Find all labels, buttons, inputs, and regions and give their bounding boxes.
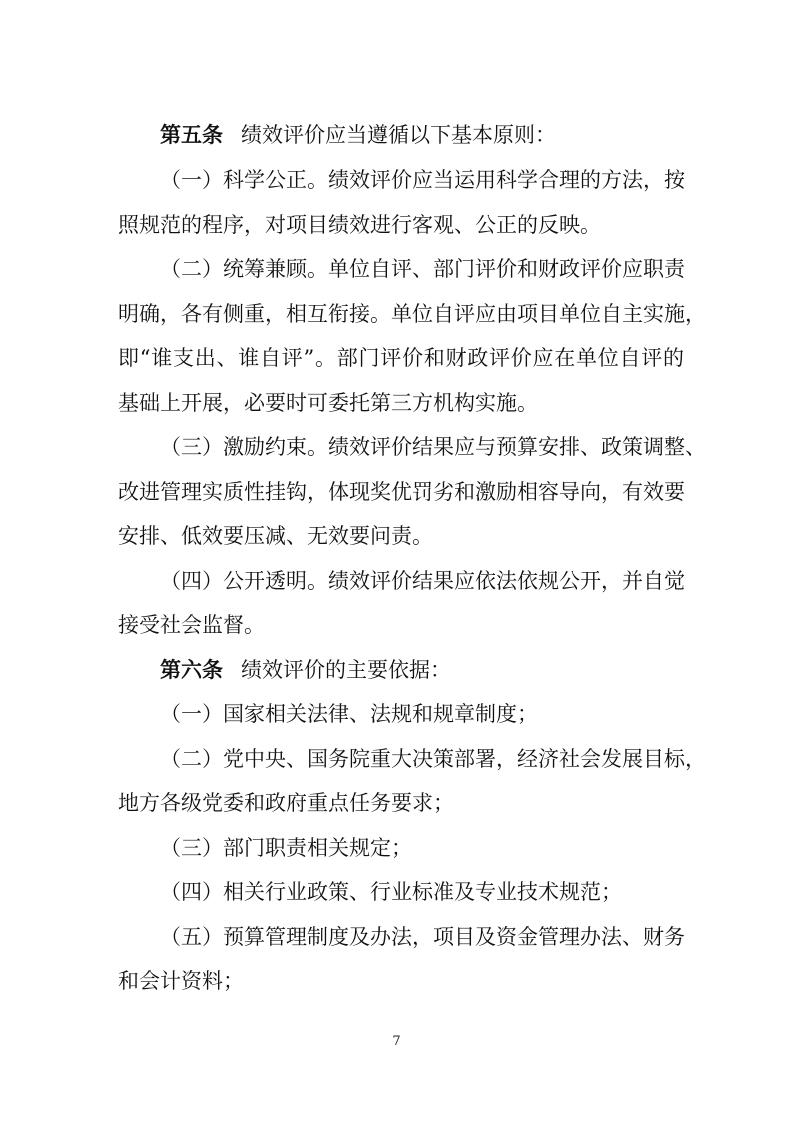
article5-item-4-line-2: 接受社会监督。 <box>118 613 265 637</box>
article6-item-3-line-1: （三）部门职责相关规定； <box>160 836 412 860</box>
article6-item-5-line-1: （五）预算管理制度及办法，项目及资金管理办法、财务 <box>160 925 685 949</box>
article5-item-2-line-3: 即“谁支出、谁自评”。部门评价和财政评价应在单位自评的 <box>118 346 684 370</box>
article6-heading: 第六条 <box>160 657 223 682</box>
article6-intro: 绩效评价的主要依据： <box>241 658 451 682</box>
page-number: 7 <box>392 1034 401 1049</box>
article5-item-2-line-4: 基础上开展，必要时可委托第三方机构实施。 <box>118 391 538 415</box>
article5-item-3-line-1: （三）激励约束。绩效评价结果应与预算安排、政策调整、 <box>160 435 706 459</box>
article5-intro: 绩效评价应当遵循以下基本原则： <box>241 123 556 147</box>
article5-heading: 第五条 <box>160 122 223 147</box>
article6-item-2-line-1: （二）党中央、国务院重大决策部署，经济社会发展目标， <box>160 747 706 771</box>
article5-item-3-line-3: 安排、低效要压减、无效要问责。 <box>118 524 433 548</box>
article6-item-2-line-2: 地方各级党委和政府重点任务要求； <box>118 791 454 815</box>
article6-item-1-line-1: （一）国家相关法律、法规和规章制度； <box>160 702 538 726</box>
article5-item-4-line-1: （四）公开透明。绩效评价结果应依法依规公开，并自觉 <box>160 569 685 593</box>
article6-heading-line <box>160 657 684 683</box>
article5-item-1-line-1: （一）科学公正。绩效评价应当运用科学合理的方法，按 <box>160 168 685 192</box>
article5-item-1-line-2: 照规范的程序，对项目绩效进行客观、公正的反映。 <box>118 213 601 237</box>
article6-item-5-line-2: 和会计资料； <box>118 969 244 993</box>
article5-item-3-line-2: 改进管理实质性挂钩，体现奖优罚劣和激励相容导向，有效要 <box>118 480 685 504</box>
article5-item-2-line-1: （二）统筹兼顾。单位自评、部门评价和财政评价应职责 <box>160 257 685 281</box>
article5-item-2-line-2: 明确，各有侧重，相互衔接。单位自评应由项目单位自主实施， <box>118 302 706 326</box>
article6-item-4-line-1: （四）相关行业政策、行业标准及专业技术规范； <box>160 880 622 904</box>
article5-heading-line <box>160 122 684 148</box>
